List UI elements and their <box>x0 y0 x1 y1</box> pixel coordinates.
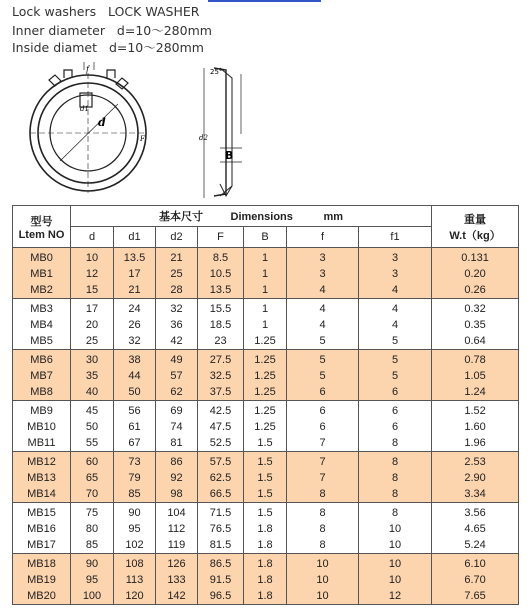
cell-value: 66.5 <box>209 488 232 500</box>
cell-value: 86.5 <box>209 558 232 570</box>
cell-value: 10 <box>388 574 402 586</box>
cell-value: 6 <box>319 421 326 433</box>
table-cell <box>287 503 359 554</box>
table-cell <box>244 554 287 605</box>
dimensions-header <box>71 206 432 227</box>
cell-value: 4 <box>391 303 399 315</box>
cell-value: 12 <box>388 590 402 602</box>
table-cell <box>432 503 519 554</box>
cell-value: 50 <box>128 386 141 398</box>
cell-value: 8 <box>391 472 399 484</box>
cell-value: 6 <box>319 386 326 398</box>
cell-value: 6.70 <box>464 574 486 586</box>
table-cell <box>13 401 71 452</box>
table-cell <box>359 299 432 350</box>
cell-value: 8 <box>319 539 326 551</box>
table-cell <box>114 452 156 503</box>
cell-value: 5 <box>319 370 326 382</box>
table-cell <box>71 452 114 503</box>
cell-value: 1.8 <box>257 539 273 551</box>
cell-value: 1 <box>261 303 269 315</box>
cell-value: 0.32 <box>464 303 486 315</box>
cell-value: 3 <box>319 268 326 280</box>
cell-value: 1 <box>261 284 269 296</box>
cell-value: 5 <box>391 354 399 366</box>
model-number: MB7 <box>30 370 53 382</box>
cell-value: 1.96 <box>464 437 486 449</box>
cell-value: 92 <box>170 472 183 484</box>
dimensions-header-en: Dimensions <box>230 211 293 223</box>
cell-value: 4.65 <box>464 523 486 535</box>
lock-washer-spec-table <box>12 205 519 605</box>
table-row-group <box>13 554 519 605</box>
cell-value: 3 <box>391 268 399 280</box>
cell-value: 7 <box>319 456 326 468</box>
model-number: MB18 <box>27 558 56 570</box>
cell-value: 20 <box>85 319 99 331</box>
cell-value: 4 <box>391 319 399 331</box>
table-cell <box>156 554 198 605</box>
table-cell <box>359 350 432 401</box>
weight-header <box>432 206 519 248</box>
cell-value: 67 <box>128 437 141 449</box>
cell-value: 42 <box>170 335 183 347</box>
cell-value: 26 <box>128 319 141 331</box>
subheader-f1: f1 <box>359 227 432 248</box>
cell-value: 3.34 <box>464 488 486 500</box>
cell-value: 8 <box>319 507 326 519</box>
table-cell <box>156 503 198 554</box>
model-number: MB8 <box>30 386 53 398</box>
cell-value: 15 <box>85 284 99 296</box>
cell-value: 6.10 <box>464 558 486 570</box>
table-cell <box>198 503 244 554</box>
cell-value: 81 <box>170 437 183 449</box>
cell-value: 25 <box>170 268 183 280</box>
cell-value: 1.25 <box>254 370 276 382</box>
cell-value: 104 <box>167 507 186 519</box>
label-F: F <box>140 135 145 143</box>
table-cell <box>71 248 114 299</box>
cell-value: 8 <box>391 456 399 468</box>
table-cell <box>432 401 519 452</box>
cell-value: 1.8 <box>257 590 273 602</box>
cell-value: 10 <box>316 574 329 586</box>
table-cell <box>198 248 244 299</box>
weight-header-cn: 重量 <box>464 213 487 226</box>
table-cell <box>198 401 244 452</box>
cell-value: 21 <box>170 252 183 264</box>
table-cell <box>359 452 432 503</box>
cell-value: 1.5 <box>257 456 273 468</box>
cell-value: 5 <box>319 335 326 347</box>
model-number: MB13 <box>27 472 56 484</box>
cell-value: 1 <box>261 252 269 264</box>
table-cell <box>359 554 432 605</box>
cell-value: 4 <box>319 303 326 315</box>
cell-value: 8 <box>391 507 399 519</box>
cell-value: 8 <box>391 437 399 449</box>
cell-value: 1.24 <box>464 386 486 398</box>
model-number: MB11 <box>27 437 56 449</box>
cell-value: 6 <box>391 405 399 417</box>
table-cell <box>198 350 244 401</box>
cell-value: 1.25 <box>254 354 276 366</box>
cell-value: 23 <box>214 335 227 347</box>
cell-value: 4 <box>319 319 326 331</box>
cell-value: 13.5 <box>123 252 146 264</box>
inner-diameter-line: Inner diameter d=10～280mm <box>12 23 212 38</box>
cell-value: 1.5 <box>257 507 273 519</box>
cell-value: 1.52 <box>464 405 486 417</box>
cell-value: 120 <box>125 590 144 602</box>
cell-value: 10 <box>316 590 329 602</box>
cell-value: 21 <box>128 284 141 296</box>
cell-value: 85 <box>128 488 141 500</box>
inside-diameter-line: Inside diamet d=10～280mm <box>12 40 204 55</box>
cell-value: 6 <box>391 386 399 398</box>
cell-value: 86 <box>170 456 183 468</box>
model-number: MB17 <box>27 539 56 551</box>
model-number: MB5 <box>30 335 53 347</box>
cell-value: 81.5 <box>209 539 232 551</box>
cell-value: 7 <box>319 437 326 449</box>
cell-value: 85 <box>85 539 99 551</box>
model-number: MB3 <box>30 303 53 315</box>
table-cell <box>156 299 198 350</box>
cell-value: 8.5 <box>212 252 229 264</box>
cell-value: 1.25 <box>254 405 276 417</box>
cell-value: 60 <box>85 456 99 468</box>
subheader-d1: d1 <box>114 227 156 248</box>
cell-value: 25 <box>85 335 99 347</box>
cell-value: 69 <box>170 405 183 417</box>
cell-value: 18.5 <box>209 319 232 331</box>
cell-value: 100 <box>82 590 102 602</box>
cell-value: 10 <box>388 523 402 535</box>
table-cell <box>287 401 359 452</box>
model-header-en: Ltem NO <box>18 228 65 241</box>
cell-value: 37.5 <box>209 386 232 398</box>
cell-value: 24 <box>128 303 141 315</box>
cell-value: 5 <box>319 354 326 366</box>
table-cell <box>287 452 359 503</box>
cell-value: 0.131 <box>461 252 489 264</box>
cell-value: 62 <box>170 386 183 398</box>
table-cell <box>432 350 519 401</box>
cell-value: 15.5 <box>209 303 232 315</box>
cell-value: 95 <box>128 523 141 535</box>
cell-value: 8 <box>319 488 326 500</box>
table-cell <box>287 554 359 605</box>
cell-value: 56 <box>128 405 141 417</box>
cell-value: 1.5 <box>257 488 273 500</box>
cell-value: 126 <box>167 558 186 570</box>
cell-value: 49 <box>170 354 183 366</box>
cell-value: 1.05 <box>464 370 486 382</box>
cell-value: 113 <box>125 574 144 586</box>
model-number: MB2 <box>30 284 53 296</box>
subheader-b: B <box>244 227 287 248</box>
cell-value: 35 <box>85 370 99 382</box>
table-cell <box>156 452 198 503</box>
cell-value: 73 <box>128 456 141 468</box>
cell-value: 45 <box>85 405 99 417</box>
cell-value: 90 <box>128 507 141 519</box>
cell-value: 38 <box>128 354 141 366</box>
model-number: MB0 <box>30 252 53 264</box>
cell-value: 0.64 <box>464 335 486 347</box>
cell-value: 8 <box>319 523 326 535</box>
table-cell <box>13 248 71 299</box>
cell-value: 119 <box>167 539 186 551</box>
cell-value: 5 <box>391 335 399 347</box>
cell-value: 52.5 <box>209 437 232 449</box>
cell-value: 28 <box>170 284 183 296</box>
table-cell <box>71 503 114 554</box>
cell-value: 65 <box>85 472 99 484</box>
table-cell <box>244 248 287 299</box>
cell-value: 50 <box>85 421 99 433</box>
cell-value: 10 <box>388 539 402 551</box>
cell-value: 7 <box>319 472 326 484</box>
dimensions-header-cn: 基本尺寸 <box>159 211 204 223</box>
cell-value: 3 <box>319 252 326 264</box>
model-number: MB9 <box>30 405 53 417</box>
cell-value: 1.25 <box>254 386 276 398</box>
cell-value: 108 <box>125 558 144 570</box>
lock-washer-diagram <box>0 56 529 206</box>
cell-value: 27.5 <box>209 354 232 366</box>
label-angle: 25° <box>210 68 223 76</box>
model-number: MB12 <box>27 456 56 468</box>
cell-value: 102 <box>125 539 144 551</box>
table-cell <box>244 452 287 503</box>
model-number: MB20 <box>27 590 56 602</box>
subheader-d: d <box>71 227 114 248</box>
cell-value: 5 <box>391 370 399 382</box>
cell-value: 5.24 <box>464 539 486 551</box>
weight-header-en: W.t（kg） <box>449 229 501 242</box>
table-cell <box>432 248 519 299</box>
washer-side-view <box>204 68 242 198</box>
title-line: Lock washers LOCK WASHER <box>12 4 200 19</box>
cell-value: 0.26 <box>464 284 486 296</box>
cell-value: 75 <box>85 507 99 519</box>
model-header <box>13 206 71 248</box>
table-cell <box>244 350 287 401</box>
cell-value: 55 <box>85 437 99 449</box>
table-cell <box>114 401 156 452</box>
cell-value: 10 <box>316 558 329 570</box>
cell-value: 10.5 <box>209 268 232 280</box>
cell-value: 1.25 <box>254 421 276 433</box>
model-number: MB15 <box>27 507 56 519</box>
table-cell <box>198 299 244 350</box>
table-cell <box>13 350 71 401</box>
cell-value: 112 <box>167 523 186 535</box>
cell-value: 12 <box>85 268 99 280</box>
table-cell <box>198 452 244 503</box>
cell-value: 40 <box>85 386 99 398</box>
table-cell <box>198 554 244 605</box>
table-cell <box>432 554 519 605</box>
cell-value: 1.25 <box>254 335 276 347</box>
cell-value: 10 <box>85 252 99 264</box>
cell-value: 1.8 <box>257 523 273 535</box>
cell-value: 1.5 <box>257 472 273 484</box>
table-row-group <box>13 299 519 350</box>
cell-value: 3.56 <box>464 507 486 519</box>
washer-front-view <box>30 62 146 193</box>
cell-value: 62.5 <box>209 472 232 484</box>
model-number: MB19 <box>27 574 56 586</box>
subheader-d2: d2 <box>156 227 198 248</box>
cell-value: 79 <box>128 472 141 484</box>
subheader-f: f <box>287 227 359 248</box>
cell-value: 0.35 <box>464 319 486 331</box>
cell-value: 32 <box>170 303 183 315</box>
table-cell <box>287 350 359 401</box>
table-cell <box>71 299 114 350</box>
table-cell <box>244 299 287 350</box>
table-cell <box>287 248 359 299</box>
label-d1: d1 <box>80 105 89 113</box>
table-cell <box>156 248 198 299</box>
cell-value: 2.53 <box>464 456 486 468</box>
cell-value: 3 <box>391 252 399 264</box>
cell-value: 44 <box>128 370 141 382</box>
cell-value: 6 <box>391 421 399 433</box>
cell-value: 133 <box>167 574 186 586</box>
table-cell <box>114 554 156 605</box>
model-number: MB10 <box>27 421 56 433</box>
cell-value: 32 <box>128 335 141 347</box>
cell-value: 4 <box>391 284 399 296</box>
table-cell <box>244 401 287 452</box>
table-cell <box>114 299 156 350</box>
table-cell <box>432 299 519 350</box>
cell-value: 76.5 <box>209 523 232 535</box>
cell-value: 71.5 <box>209 507 232 519</box>
table-cell <box>432 452 519 503</box>
table-cell <box>244 503 287 554</box>
table-row-group <box>13 401 519 452</box>
model-number: MB1 <box>30 268 53 280</box>
model-number: MB16 <box>27 523 56 535</box>
cell-value: 4 <box>319 284 326 296</box>
cell-value: 17 <box>128 268 141 280</box>
cell-value: 80 <box>85 523 99 535</box>
dimensions-unit: mm <box>323 211 344 223</box>
cell-value: 61 <box>128 421 141 433</box>
table-cell <box>359 401 432 452</box>
table-cell <box>156 350 198 401</box>
table-cell <box>359 248 432 299</box>
table-row-group <box>13 452 519 503</box>
cell-value: 47.5 <box>209 421 232 433</box>
model-number: MB4 <box>30 319 53 331</box>
cell-value: 2.90 <box>464 472 486 484</box>
cell-value: 57 <box>170 370 183 382</box>
label-B: B <box>225 149 234 162</box>
cell-value: 1.8 <box>257 574 273 586</box>
cell-value: 90 <box>85 558 99 570</box>
cell-value: 0.78 <box>464 354 486 366</box>
table-cell <box>13 503 71 554</box>
table-cell <box>359 503 432 554</box>
table-cell <box>13 452 71 503</box>
cell-value: 98 <box>170 488 183 500</box>
cell-value: 1.8 <box>257 558 273 570</box>
cell-value: 91.5 <box>209 574 232 586</box>
cell-value: 32.5 <box>209 370 232 382</box>
table-cell <box>71 554 114 605</box>
label-d2: d2 <box>199 134 208 142</box>
cell-value: 74 <box>170 421 183 433</box>
cell-value: 10 <box>388 558 402 570</box>
model-number: MB14 <box>27 488 56 500</box>
table-cell <box>156 401 198 452</box>
table-row-group <box>13 503 519 554</box>
cell-value: 1 <box>261 268 269 280</box>
top-link-underline <box>208 0 321 2</box>
cell-value: 0.20 <box>464 268 486 280</box>
cell-value: 17 <box>85 303 99 315</box>
cell-value: 36 <box>170 319 183 331</box>
table-row-group <box>13 350 519 401</box>
table-cell <box>114 248 156 299</box>
cell-value: 13.5 <box>209 284 232 296</box>
cell-value: 1.60 <box>464 421 486 433</box>
cell-value: 30 <box>85 354 99 366</box>
table-cell <box>71 350 114 401</box>
table-cell <box>114 503 156 554</box>
subheader-f: F <box>198 227 244 248</box>
label-d: d <box>98 116 106 129</box>
cell-value: 1.5 <box>257 437 273 449</box>
model-number: MB6 <box>30 354 53 366</box>
table-cell <box>13 299 71 350</box>
table-cell <box>114 350 156 401</box>
cell-value: 57.5 <box>209 456 232 468</box>
table-cell <box>287 299 359 350</box>
label-f: f <box>86 65 89 74</box>
cell-value: 42.5 <box>209 405 232 417</box>
table-cell <box>13 554 71 605</box>
cell-value: 142 <box>167 590 186 602</box>
cell-value: 96.5 <box>209 590 232 602</box>
table-cell <box>71 401 114 452</box>
cell-value: 70 <box>85 488 99 500</box>
cell-value: 1 <box>261 319 269 331</box>
cell-value: 95 <box>85 574 99 586</box>
model-header-cn: 型号 <box>30 215 53 228</box>
table-row-group <box>13 248 519 299</box>
cell-value: 8 <box>391 488 399 500</box>
cell-value: 7.65 <box>464 590 486 602</box>
cell-value: 6 <box>319 405 326 417</box>
